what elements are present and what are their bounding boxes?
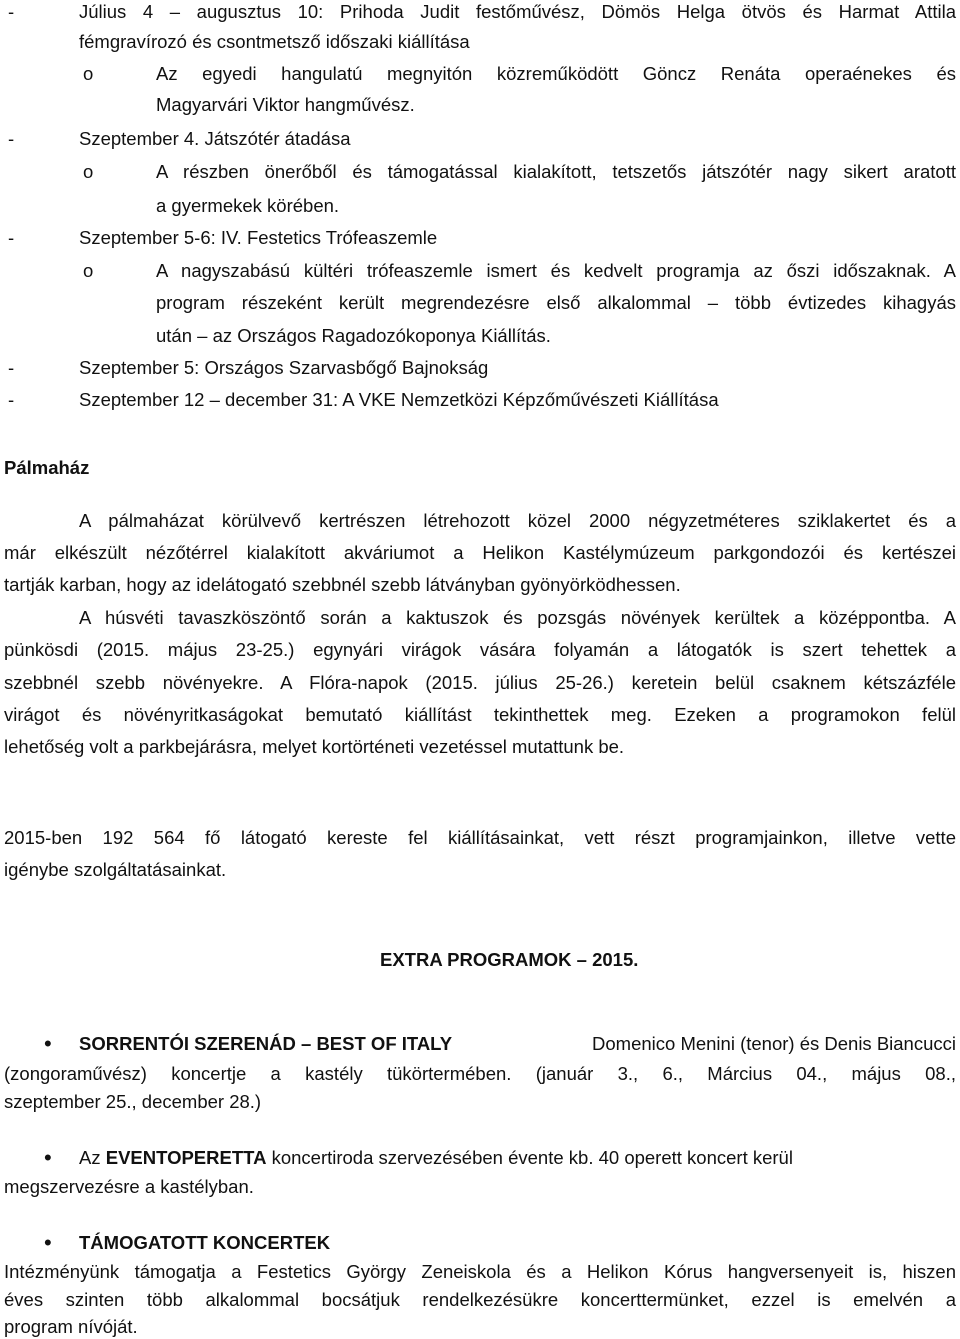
sub-item-cont: Magyarvári Viktor hangművész.: [156, 94, 415, 115]
paragraph-line: tartják karban, hogy az idelátogató szebbnél szebb látványban gyönyörködhessen.: [4, 574, 681, 595]
sub-item-cont: program részeként került megrendezésre első alkalommal – több évtizedes kihagyás: [156, 292, 956, 313]
bullet-icon: •: [44, 1145, 52, 1170]
paragraph-line: A húsvéti tavaszköszöntő során a kaktuszok és pozsgás növények kerültek a középpontba. A: [79, 607, 956, 628]
sub-marker: o: [83, 161, 94, 182]
bullet-item-cont: szeptember 25., december 28.): [4, 1091, 262, 1112]
sub-item: A részben önerőből és támogatással kialakított, tetszetős játszótér nagy sikert aratott: [156, 161, 956, 182]
paragraph-line: lehetőség volt a parkbejárásra, melyet kortörténeti vezetéssel mutattunk be.: [4, 736, 625, 757]
program-text: Domenico Menini (tenor) és Denis Biancucci: [592, 1033, 956, 1054]
paragraph-line: A pálmaházat körülvevő kertrészen létrehozott közel 2000 négyzetméteres sziklakertet és a: [79, 510, 956, 531]
sub-item: Az egyedi hangulatú megnyitón közreműködött Göncz Renáta operaénekes és: [156, 63, 956, 84]
sub-marker: o: [83, 63, 94, 84]
sub-item: A nagyszabású kültéri trófeaszemle ismert és kedvelt programja az őszi időszaknak. A: [156, 260, 956, 281]
bullet-item-cont: megszervezésre a kastélyban.: [4, 1176, 254, 1197]
paragraph-line: éves szinten több alkalommal bocsátjuk rendelkezésükre koncerttermünket, ezzel is emelvén a: [4, 1289, 956, 1310]
list-item: Szeptember 12 – december 31: A VKE Nemzetközi Képzőművészeti Kiállítása: [79, 389, 719, 410]
list-item: Július 4 – augusztus 10: Prihoda Judit festőművész, Dömös Helga ötvös és Harmat Attila: [79, 1, 956, 22]
program-title: TÁMOGATOTT KONCERTEK: [79, 1232, 331, 1253]
paragraph-line: pünkösdi (2015. május 23-25.) egynyári virágok vására folyamán a látogatók is szert tehettek a: [4, 639, 956, 660]
list-item: Szeptember 5: Országos Szarvasbőgő Bajnokság: [79, 357, 489, 378]
section-heading-palmahaz: Pálmaház: [4, 457, 90, 478]
paragraph-line: szebbnél szebb növényekre. A Flóra-napok (2015. július 25-26.) keretein belül csaknem kétszázféle: [4, 672, 956, 693]
program-text: Az: [79, 1147, 101, 1168]
list-item: Szeptember 5-6: IV. Festetics Trófeaszemle: [79, 227, 438, 248]
bullet-icon: •: [44, 1230, 52, 1255]
section-heading-extra: EXTRA PROGRAMOK – 2015.: [380, 949, 639, 970]
paragraph-line: már elkészült nézőtérrel kialakított akváriumot a Helikon Kastélymúzeum parkgondozói és kertészei: [4, 542, 956, 563]
list-item-cont: fémgravírozó és csontmetsző időszaki kiállítása: [79, 31, 470, 52]
program-text: koncertiroda szervezésében évente kb. 40 operett koncert kerül: [271, 1147, 793, 1168]
sub-marker: o: [83, 260, 94, 281]
program-title: SORRENTÓI SZERENÁD – BEST OF ITALY: [79, 1033, 453, 1054]
list-dash: -: [8, 1, 15, 22]
list-dash: -: [8, 227, 15, 248]
list-dash: -: [8, 128, 15, 149]
sub-item-cont: a gyermekek körében.: [156, 195, 340, 216]
paragraph-line: virágot és növényritkaságokat bemutató kiállítást tekinthettek meg. Ezeken a programokon felül: [4, 704, 956, 725]
paragraph-line: Intézményünk támogatja a Festetics György Zeneiskola és a Helikon Kórus hangversenyeit is, hiszen: [4, 1261, 956, 1282]
bullet-item-cont: (zongoraművész) koncertje a kastély tükörtermében. (január 3., 6., Március 04., május 08.,: [4, 1063, 956, 1084]
sub-item-cont: után – az Országos Ragadozókoponya Kiállítás.: [156, 325, 551, 346]
bullet-item-line: [79, 1146, 793, 1170]
list-dash: -: [8, 357, 15, 378]
paragraph-line: program nívóját.: [4, 1316, 138, 1337]
program-title: EVENTOPERETTA: [105, 1147, 267, 1168]
list-dash: -: [8, 389, 15, 410]
list-item: Szeptember 4. Játszótér átadása: [79, 128, 351, 149]
bullet-icon: •: [44, 1031, 52, 1056]
visitors-line: igénybe szolgáltatásainkat.: [4, 859, 227, 880]
bullet-item-line: [79, 1032, 956, 1056]
visitors-line: 2015-ben 192 564 fő látogató kereste fel kiállításainkat, vett részt programjainkon, illetve vette: [4, 827, 956, 848]
